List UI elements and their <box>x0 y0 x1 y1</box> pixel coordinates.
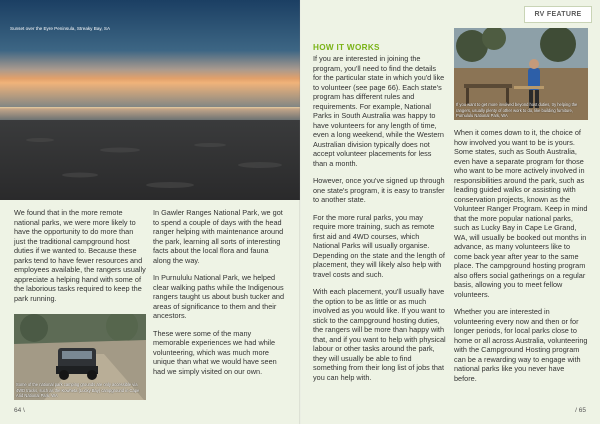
paragraph: In Gawler Ranges National Park, we got to spend a couple of days with the head ranger helping with maintenance around the park, learning all sorts of interesting facts about the local flora and fauna along the way. <box>153 208 284 265</box>
paragraph: We found that in the more remote national parks, we were more likely to have the opportunity to do more than just the traditional campground host duties if we wanted to. Because these parks tend to have fewer resources and employees available, the rangers usually appreciate a helping hand with some of the laborious tasks required to keep the park running. <box>14 208 146 303</box>
paragraph: Whether you are interested in volunteering every now and then or for longer periods, for local parks close to home or all across Australia, volunteering with the Campground Hosting program can be a rewarding way to engage with national parks like you never have before. <box>454 307 588 383</box>
right-page <box>300 0 600 424</box>
paragraph: These were some of the many memorable experiences we had while volunteering, which was much more unique than what we would have seen had we simply visited on our own. <box>153 328 277 376</box>
left-column-1 <box>14 208 146 311</box>
paragraph: However, once you've signed up through one state's program, it is easy to transfer to another state. <box>313 176 445 204</box>
right-column-1 <box>313 54 446 390</box>
4wd-photo <box>14 314 146 400</box>
paragraph: For the more rural parks, you may require more training, such as remote first aid and 4WD courses, which National Parks will usually organise. Depending on the state and the length of placement, they will likely also help with travel costs and such. <box>313 212 445 279</box>
right-column-2 <box>454 128 588 391</box>
page-number-right: / 65 <box>575 407 586 414</box>
volunteer-photo-caption: If you want to get more involved beyond host duties, try helping the rangers, usually plenty of other work to do, like building furniture, Purnululu National Park, WA <box>456 102 578 118</box>
volunteer-photo <box>454 28 588 120</box>
paragraph: If you are interested in joining the program, you'll need to find the details for the particular state in which you'd like to volunteer (see page 66). Each state's program has different rules and requirements. For example, National Parks in South Australia was happy to have volunteers for any length of time, even a long weekend, while the Western Australian division typically does not accept volunteer placements for less than a month. <box>313 54 445 168</box>
hero-caption: Sunset over the Eyre Peninsula, Streaky Bay, SA <box>10 26 111 31</box>
left-column-2 <box>153 208 288 384</box>
paragraph: With each placement, you'll usually have the option to be as little or as much involved as you would like. If you want to stick to the campground hosting duties, the rangers will be more than happy with that, and if you want to help with physical labour or other tasks around the park, they will usually be able to find something from their long list of jobs that you can help with. <box>313 287 446 382</box>
4wd-photo-caption: Some of the national park camping grounds are only accessible via 4WD tracks, such as the Kowheta (Lucky Bay) campground in Cape Arid National Park, WA <box>16 382 140 398</box>
page-number-left: 64 \ <box>14 407 25 414</box>
section-heading: HOW IT WORKS <box>313 43 380 52</box>
paragraph: In Purnululu National Park, we helped clear walking paths while the Indigenous rangers taught us about bush tucker and areas of significance to them and their ancestors. <box>153 273 285 320</box>
sunset-photo <box>0 0 300 200</box>
paragraph: When it comes down to it, the choice of how involved you want to be is yours. Some states, such as South Australia, even have a separate program for those who want to be more actively involved in responsibilities around the park, such as leading guided walks or assisting with conservation projects, known as the Volunteer Ranger Program. Keep in mind that the more popular national parks, such as Lucky Bay in Cape Le Grand, WA, will usually be booked out months in advance, as many volunteers like to come back year after year to the same place. The campground hosting program also offers social gatherings on a regular basis, allowing you to meet fellow volunteers. <box>454 128 588 299</box>
section-tag: RV FEATURE <box>524 6 592 23</box>
